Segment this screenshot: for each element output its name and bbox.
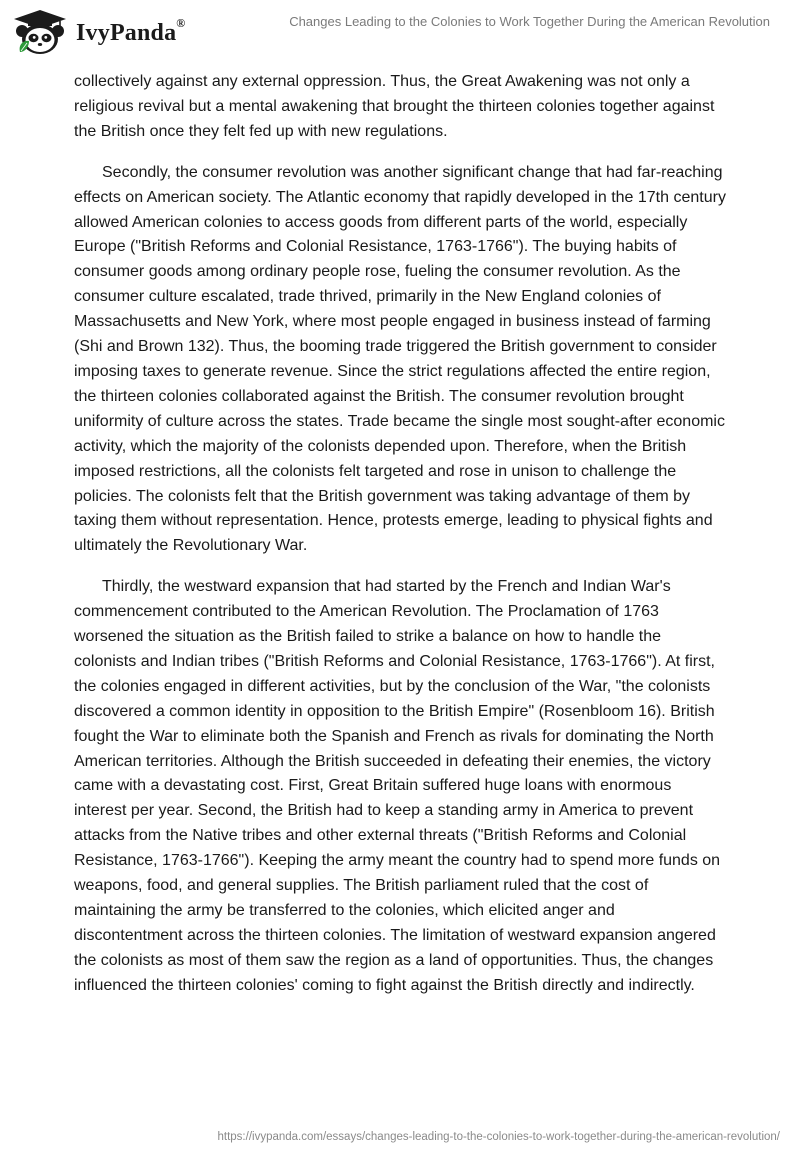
paragraph-3: Thirdly, the westward expansion that had started by the French and Indian War's commencement contributed to the American Revolution. The Proclamation of 1763 worsened the situation as the British failed to strike a balance on how to handle the colonists and Indian tribes ("British Reforms and Colonial Resistance, 1763-1766"). At first, the colonies engaged in different activities, but by the conclusion of the War, "the colonists discovered a common identity in opposition to the British Empire" (Rosenbloom 16). British fought the War to eliminate both the Spanish and French as rivals for dominating the North American territories. Although the British succeeded in defeating their enemies, the victory came with a devastating cost. First, Great Britain suffered huge loans with enormous interest per year. Second, the British had to keep a standing army in America to prevent attacks from the Native tribes and other external threats ("British Reforms and Colonial Resistance, 1763-1766"). Keeping the army meant the country had to spend more funds on weapons, food, and general supplies. The British parliament ruled that the cost of maintaining the army be transferred to the colonies, which elicited anger and discontentment across the thirteen colonies. The limitation of westward expansion angered the colonists as most of them saw the region as a land of opportunities. Thus, the changes influenced the thirteen colonies' coming to fight against the British directly and indirectly. bbox=[74, 578, 721, 994]
panda-graduation-cap-icon bbox=[12, 8, 68, 56]
site-logo[interactable] bbox=[12, 8, 227, 56]
document-title: Changes Leading to the Colonies to Work Together During the American Revolution bbox=[289, 14, 770, 29]
page-header bbox=[0, 0, 800, 60]
source-url[interactable]: https://ivypanda.com/essays/changes-leading-to-the-colonies-to-work-together-during-the-american-revolution/ bbox=[217, 1131, 780, 1143]
paragraph-1: collectively against any external oppression. Thus, the Great Awakening was not only a religious revival but a mental awakening that brought the thirteen colonies together against the British once they felt fed up with new regulations. bbox=[74, 73, 715, 140]
essay-body bbox=[74, 70, 726, 1015]
logo-wordmark: IvyPanda® bbox=[76, 16, 186, 46]
paragraph-2: Secondly, the consumer revolution was another significant change that had far-reaching effects on American society. The Atlantic economy that rapidly developed in the 17th century allowed American colonies to access goods from different parts of the world, especially Europe ("British Reforms and Colonial Resistance, 1763-1766"). The buying habits of consumer goods among ordinary people rose, fueling the consumer revolution. As the consumer culture escalated, trade thrived, primarily in the New England colonies of Massachusetts and New York, where most people engaged in business instead of farming (Shi and Brown 132). Thus, the booming trade triggered the British government to consider imposing taxes to generate revenue. Since the strict regulations affected the entire region, the thirteen colonies collaborated against the British. The consumer revolution brought uniformity of culture across the states. Trade became the single most sought-after economic activity, which the majority of the colonists depended upon. Therefore, when the British imposed restrictions, all the colonists felt targeted and rose in unison to challenge the policies. The colonists felt that the British government was taking advantage of them by taxing them without representation. Hence, protests emerge, leading to physical fights and ultimately the Revolutionary War. bbox=[74, 163, 726, 555]
